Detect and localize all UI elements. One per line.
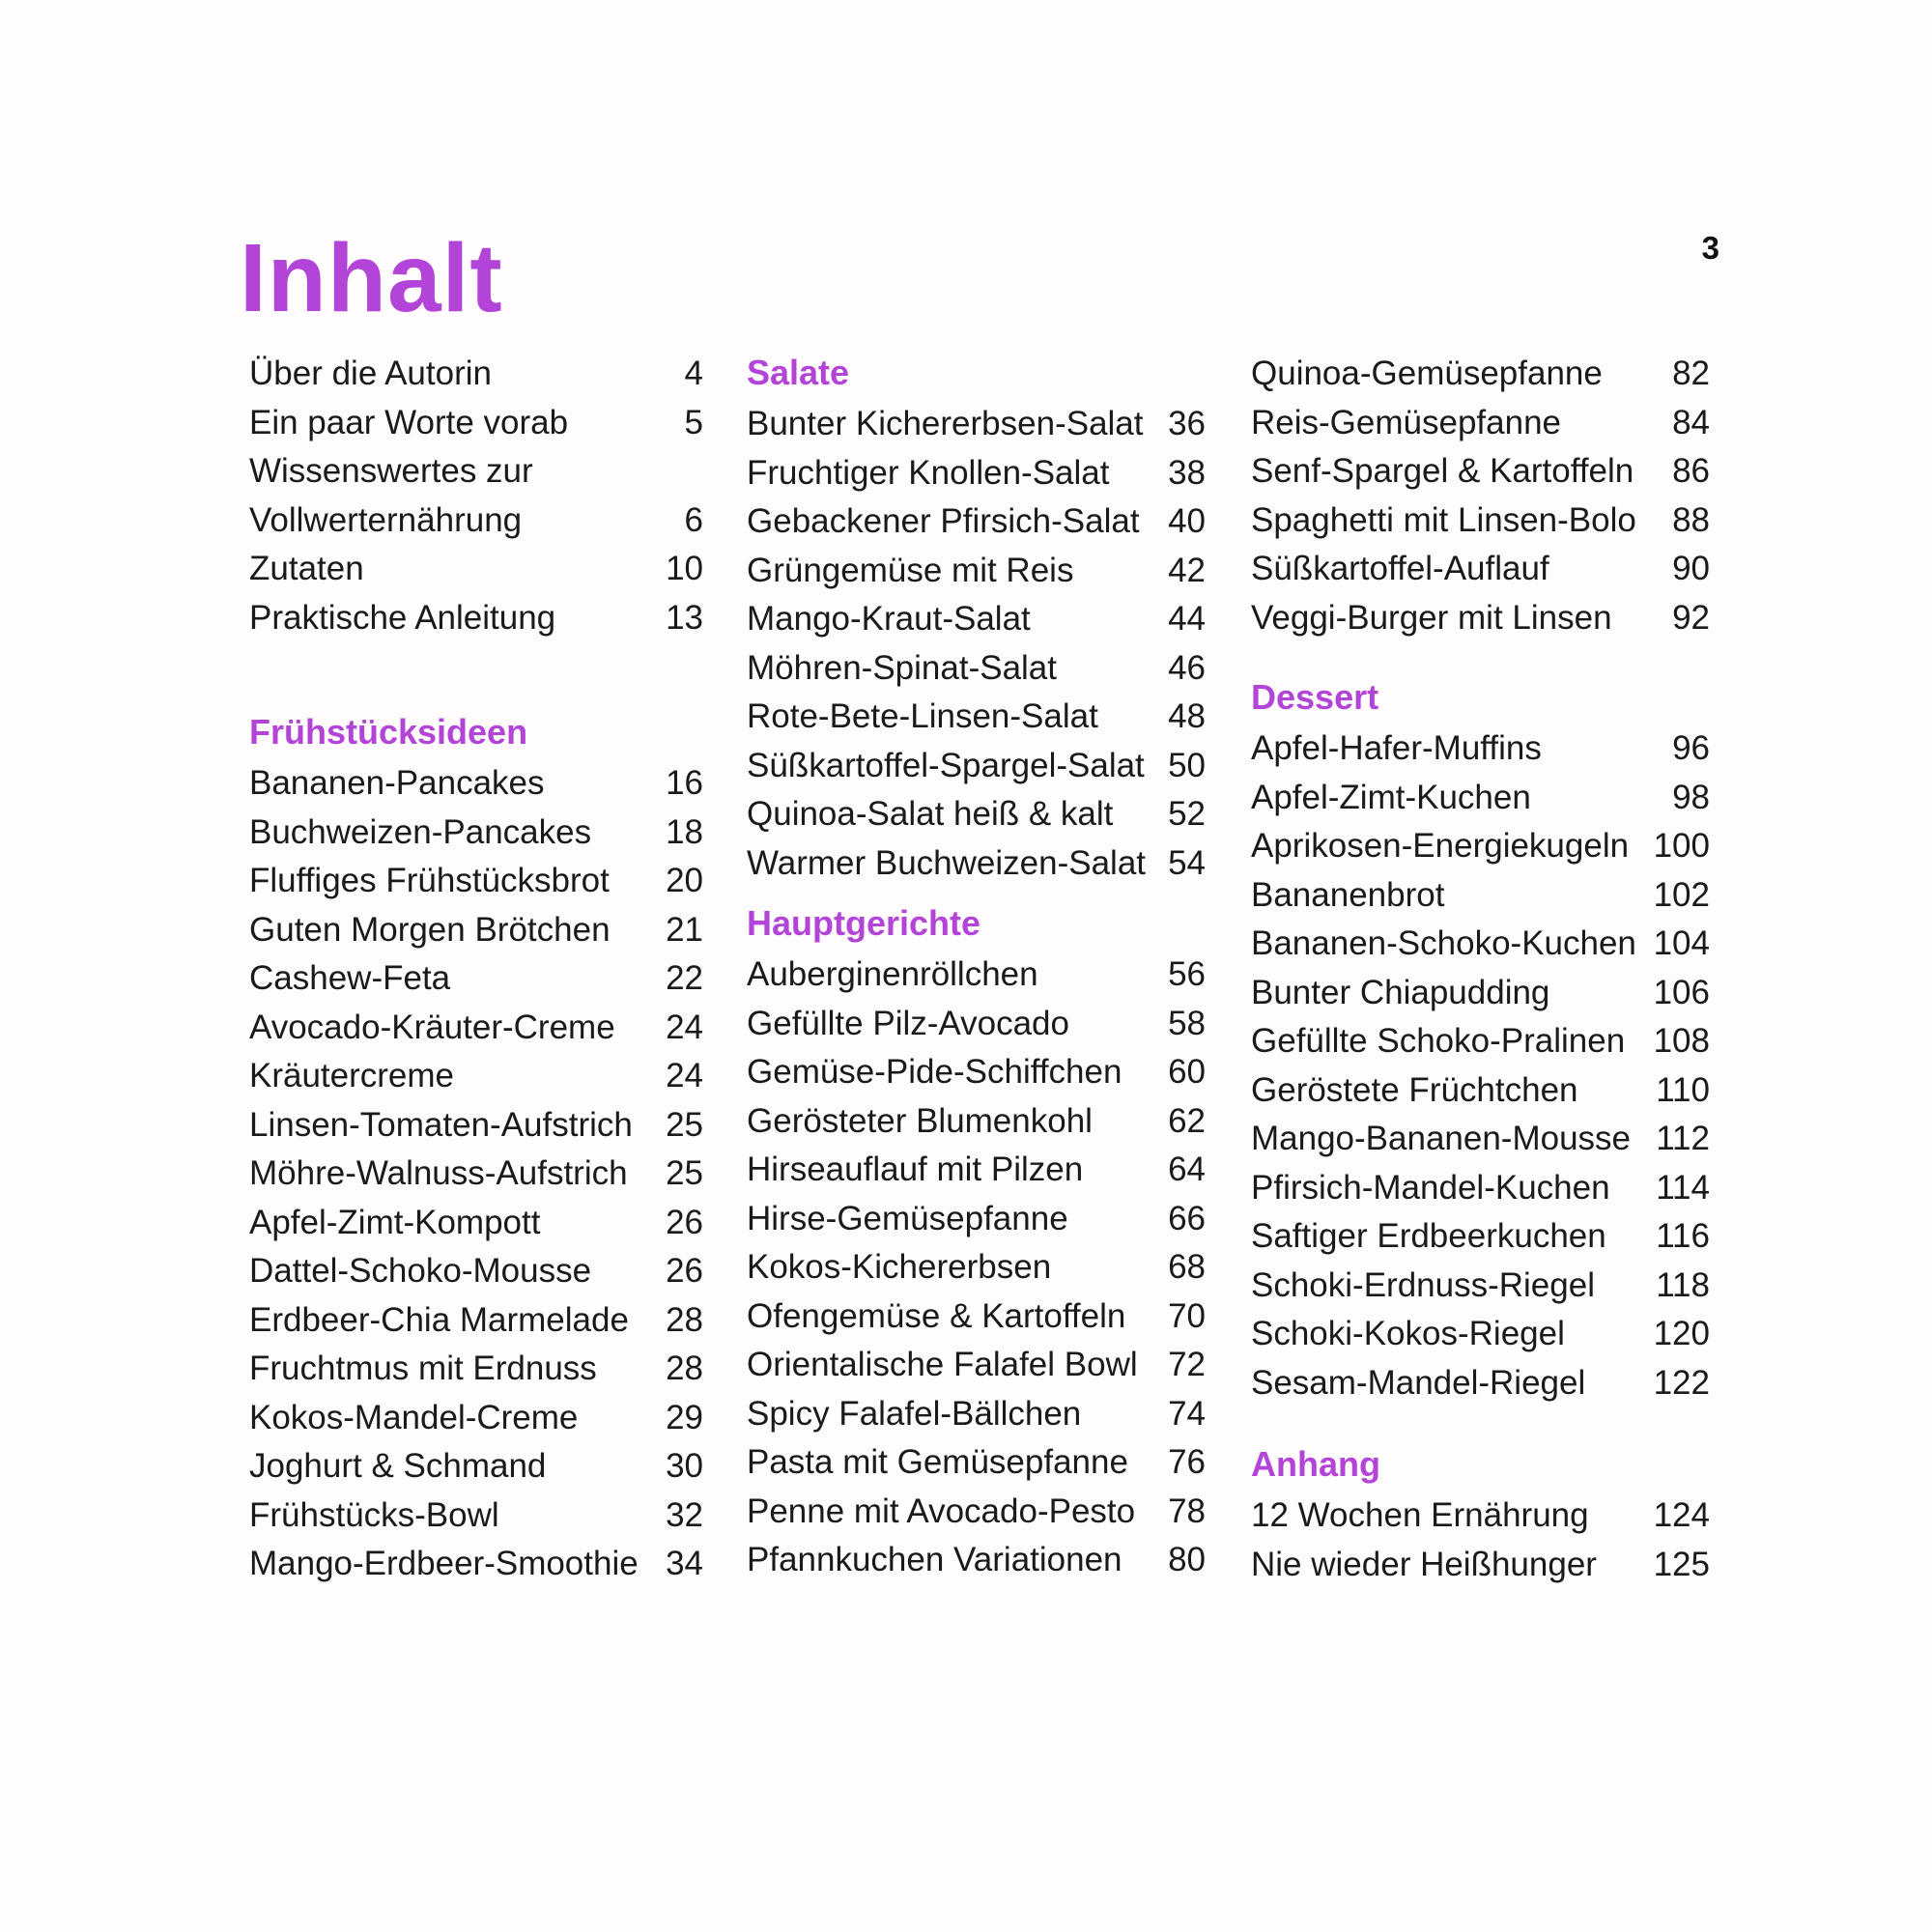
toc-entry-page: 48 xyxy=(1168,697,1206,735)
toc-entry-page: 40 xyxy=(1168,502,1206,540)
toc-entry-page: 68 xyxy=(1168,1248,1206,1286)
toc-entry-title-line1: Wissenswertes zur xyxy=(249,452,533,490)
toc-entry[interactable] xyxy=(747,1293,1206,1342)
toc-entry-title: Ofengemüse & Kartoffeln xyxy=(747,1296,1126,1335)
toc-entry-title: Reis-Gemüsepfanne xyxy=(1251,403,1561,441)
toc-entry-title: Gefüllte Schoko-Pralinen xyxy=(1251,1022,1626,1060)
toc-entry-title: Bananen-Pancakes xyxy=(249,764,545,802)
toc-entry-title: Nie wieder Heißhunger xyxy=(1251,1545,1597,1583)
toc-section-hauptgerichte xyxy=(747,896,1206,1585)
toc-section-dessert xyxy=(1251,670,1710,1407)
toc-entry[interactable] xyxy=(249,1442,703,1492)
toc-entry-page: 46 xyxy=(1168,648,1206,687)
toc-entry[interactable] xyxy=(249,857,703,906)
toc-entry[interactable] xyxy=(1251,1115,1710,1164)
toc-entry-title: Apfel-Zimt-Kompott xyxy=(249,1203,541,1241)
page-title: Inhalt xyxy=(240,224,503,332)
toc-entry-title: Bananen-Schoko-Kuchen xyxy=(1251,924,1636,962)
toc-entry[interactable] xyxy=(249,906,703,955)
toc-entry-page: 62 xyxy=(1168,1101,1206,1140)
toc-entry-page: 108 xyxy=(1653,1022,1710,1060)
toc-list xyxy=(1251,724,1710,1407)
toc-entry[interactable] xyxy=(747,693,1206,742)
toc-section-fruehstueck xyxy=(249,705,703,1589)
toc-entry-title: Frühstücks-Bowl xyxy=(249,1495,499,1534)
page-number: 3 xyxy=(1701,230,1719,266)
toc-entry-page: 50 xyxy=(1168,746,1206,784)
toc-entry-page: 100 xyxy=(1653,827,1710,865)
toc-entry-title: Pasta mit Gemüsepfanne xyxy=(747,1443,1128,1481)
toc-entry-page: 110 xyxy=(1656,1070,1710,1109)
toc-entry-title: Gefüllte Pilz-Avocado xyxy=(747,1004,1069,1042)
toc-entry-page: 96 xyxy=(1672,729,1710,767)
toc-entry[interactable] xyxy=(249,1247,703,1296)
toc-list xyxy=(1251,350,1710,642)
toc-entry[interactable] xyxy=(747,1536,1206,1585)
toc-entry[interactable] xyxy=(249,954,703,1004)
toc-entry[interactable] xyxy=(1251,822,1710,871)
toc-entry[interactable] xyxy=(747,400,1206,449)
toc-entry-title: Mango-Kraut-Salat xyxy=(747,600,1031,638)
toc-section-hauptgerichte-cont xyxy=(1251,350,1710,642)
toc-entry-page: 114 xyxy=(1656,1168,1710,1207)
toc-entry-page: 44 xyxy=(1168,600,1206,638)
toc-entry[interactable] xyxy=(1251,545,1710,594)
toc-entry[interactable] xyxy=(249,1296,703,1346)
toc-entry-page: 64 xyxy=(1168,1151,1206,1188)
toc-entry-title: Erdbeer-Chia Marmelade xyxy=(249,1300,629,1339)
toc-entry-title: Praktische Anleitung xyxy=(249,598,556,637)
toc-entry-title: Zutaten xyxy=(249,550,364,587)
toc-entry-title: Gemüse-Pide-Schiffchen xyxy=(747,1053,1122,1091)
toc-entry[interactable] xyxy=(747,1097,1206,1147)
toc-entry-page: 26 xyxy=(666,1203,703,1241)
toc-entry-title: Aprikosen-Energiekugeln xyxy=(1251,827,1630,865)
toc-entry-page: 86 xyxy=(1672,452,1710,490)
toc-entry[interactable] xyxy=(1251,1017,1710,1066)
toc-entry-page: 16 xyxy=(666,764,703,802)
toc-entry-page: 21 xyxy=(666,910,703,949)
toc-entry-page: 92 xyxy=(1672,598,1710,637)
toc-entry-title: Kokos-Kichererbsen xyxy=(747,1248,1052,1286)
toc-entry[interactable] xyxy=(747,1438,1206,1488)
section-heading-salate[interactable]: Salate xyxy=(747,353,850,392)
toc-entry-title: Über die Autorin xyxy=(249,355,492,392)
toc-entry-page: 76 xyxy=(1168,1443,1206,1481)
toc-entry[interactable] xyxy=(1251,350,1710,399)
toc-entry[interactable] xyxy=(1251,774,1710,823)
toc-entry-title: Quinoa-Salat heiß & kalt xyxy=(747,795,1114,833)
toc-entry[interactable] xyxy=(1251,1310,1710,1359)
toc-entry[interactable] xyxy=(1251,1066,1710,1116)
toc-entry-page: 38 xyxy=(1168,453,1206,492)
toc-entry-page: 13 xyxy=(666,598,703,637)
toc-entry-title: Joghurt & Schmand xyxy=(249,1447,547,1485)
toc-entry-page: 28 xyxy=(666,1300,703,1339)
toc-entry-page: 78 xyxy=(1168,1492,1206,1530)
toc-entry[interactable] xyxy=(1251,920,1710,969)
toc-entry-page: 10 xyxy=(666,550,703,587)
toc-entry[interactable] xyxy=(747,951,1206,1000)
toc-entry-title: Rote-Bete-Linsen-Salat xyxy=(747,697,1098,735)
toc-entry[interactable] xyxy=(1251,497,1710,546)
toc-entry[interactable] xyxy=(1251,1492,1710,1541)
toc-entry-page: 120 xyxy=(1653,1315,1710,1352)
toc-entry[interactable] xyxy=(747,1000,1206,1049)
toc-entry-title: Warmer Buchweizen-Salat xyxy=(747,843,1147,882)
toc-entry[interactable] xyxy=(1251,724,1710,774)
toc-entry-title: Auberginenröllchen xyxy=(747,955,1038,993)
toc-section-salate xyxy=(747,346,1206,888)
toc-entry-page: 125 xyxy=(1653,1545,1710,1583)
toc-entry-title: Fruchtmus mit Erdnuss xyxy=(249,1350,597,1387)
toc-list xyxy=(747,951,1206,1585)
toc-entry-page: 60 xyxy=(1168,1053,1206,1091)
toc-entry[interactable] xyxy=(747,1341,1206,1390)
toc-entry-page: 102 xyxy=(1653,875,1710,914)
toc-entry-page: 24 xyxy=(666,1008,703,1046)
toc-entry-title: Gebackener Pfirsich-Salat xyxy=(747,502,1140,540)
toc-entry[interactable] xyxy=(249,759,703,809)
toc-entry[interactable] xyxy=(747,497,1206,547)
toc-entry-title: Süßkartoffel-Auflauf xyxy=(1251,550,1549,587)
toc-entry-title: Fruchtiger Knollen-Salat xyxy=(747,453,1110,492)
toc-entry[interactable] xyxy=(1251,1359,1710,1408)
toc-entry[interactable] xyxy=(747,1390,1206,1439)
toc-entry-title: Kokos-Mandel-Creme xyxy=(249,1398,579,1436)
toc-entry-title: Schoki-Kokos-Riegel xyxy=(1251,1315,1565,1352)
toc-entry-title: Buchweizen-Pancakes xyxy=(249,812,592,851)
toc-entry[interactable] xyxy=(249,1101,703,1151)
toc-entry-title: Linsen-Tomaten-Aufstrich xyxy=(249,1105,633,1144)
toc-entry-page: 30 xyxy=(666,1447,703,1485)
toc-entry[interactable] xyxy=(249,1150,703,1199)
toc-entry-page: 84 xyxy=(1672,403,1710,441)
toc-entry[interactable] xyxy=(747,1146,1206,1195)
toc-entry-title: Guten Morgen Brötchen xyxy=(249,910,611,949)
toc-entry-title: Pfirsich-Mandel-Kuchen xyxy=(1251,1168,1610,1207)
toc-entry-title: Gerösteter Blumenkohl xyxy=(747,1101,1093,1140)
toc-intro-list xyxy=(249,350,703,642)
toc-entry-page: 29 xyxy=(666,1398,703,1436)
toc-list xyxy=(747,400,1206,888)
toc-entry-page: 32 xyxy=(666,1495,703,1534)
toc-entry-page: 122 xyxy=(1653,1363,1710,1402)
toc-entry-page: 20 xyxy=(666,862,703,899)
toc-entry[interactable] xyxy=(249,1492,703,1541)
toc-list xyxy=(1251,1492,1710,1589)
toc-entry[interactable] xyxy=(747,1195,1206,1244)
toc-entry[interactable] xyxy=(747,449,1206,498)
toc-entry-page: 18 xyxy=(666,812,703,851)
toc-entry-page: 112 xyxy=(1656,1120,1710,1157)
toc-entry-page: 36 xyxy=(1168,405,1206,442)
toc-entry-title: Apfel-Hafer-Muffins xyxy=(1251,729,1542,767)
toc-entry-title: Avocado-Kräuter-Creme xyxy=(249,1008,615,1046)
toc-entry-title: Spaghetti mit Linsen-Bolo xyxy=(1251,500,1636,539)
toc-entry-title: Süßkartoffel-Spargel-Salat xyxy=(747,746,1145,784)
toc-entry-title: Schoki-Erdnuss-Riegel xyxy=(1251,1265,1595,1304)
toc-entry-page: 104 xyxy=(1653,924,1710,962)
toc-entry[interactable] xyxy=(1251,1164,1710,1213)
toc-entry-page: 54 xyxy=(1168,843,1206,882)
toc-entry-title: Mango-Bananen-Mousse xyxy=(1251,1120,1632,1157)
toc-entry-page: 34 xyxy=(666,1545,703,1582)
toc-entry-title-line2: Vollwerternährung xyxy=(249,500,523,539)
toc-entry-page: 74 xyxy=(1168,1394,1206,1433)
toc-entry-title: Bunter Chiapudding xyxy=(1251,973,1550,1011)
toc-entry-title: 12 Wochen Ernährung xyxy=(1251,1496,1589,1534)
section-heading-anhang[interactable]: Anhang xyxy=(1251,1444,1380,1484)
toc-entry-title: Bananenbrot xyxy=(1251,875,1445,914)
toc-entry-page: 80 xyxy=(1168,1541,1206,1578)
toc-entry[interactable] xyxy=(747,1243,1206,1293)
toc-entry[interactable] xyxy=(249,1345,703,1394)
toc-entry[interactable] xyxy=(249,1394,703,1443)
toc-entry-title: Hirse-Gemüsepfanne xyxy=(747,1199,1068,1237)
toc-entry-page: 106 xyxy=(1653,973,1710,1011)
toc-entry[interactable] xyxy=(249,447,703,545)
toc-entry-title: Kräutercreme xyxy=(249,1057,455,1094)
toc-entry[interactable] xyxy=(1251,447,1710,497)
toc-entry-page: 124 xyxy=(1653,1496,1710,1534)
toc-entry-page: 42 xyxy=(1168,551,1206,589)
toc-entry-page: 56 xyxy=(1168,955,1206,993)
toc-entry-title-line2-row xyxy=(249,497,703,546)
toc-entry-title: Grüngemüse mit Reis xyxy=(747,551,1074,589)
toc-entry-title: Pfannkuchen Variationen xyxy=(747,1541,1122,1578)
toc-entry-page: 82 xyxy=(1672,355,1710,392)
toc-entry[interactable] xyxy=(1251,1262,1710,1311)
section-heading-fruehstueck[interactable]: Frühstücksideen xyxy=(249,712,528,752)
toc-entry[interactable] xyxy=(249,399,703,448)
toc-entry-page: 4 xyxy=(684,355,703,392)
toc-entry-title: Penne mit Avocado-Pesto xyxy=(747,1492,1136,1530)
toc-entry[interactable] xyxy=(1251,871,1710,921)
toc-entry[interactable] xyxy=(249,809,703,858)
toc-entry-page: 25 xyxy=(666,1154,703,1192)
toc-entry[interactable] xyxy=(747,839,1206,889)
toc-entry-title: Möhren-Spinat-Salat xyxy=(747,648,1057,687)
toc-entry-page: 58 xyxy=(1168,1004,1206,1042)
toc-entry-page: 66 xyxy=(1168,1199,1206,1237)
toc-entry-page: 90 xyxy=(1672,550,1710,587)
toc-entry[interactable] xyxy=(747,1488,1206,1537)
toc-entry[interactable] xyxy=(747,595,1206,644)
toc-entry-title: Senf-Spargel & Kartoffeln xyxy=(1251,452,1634,490)
toc-entry-page: 25 xyxy=(666,1105,703,1144)
toc-entry-title: Bunter Kichererbsen-Salat xyxy=(747,405,1144,442)
toc-entry[interactable] xyxy=(249,545,703,594)
toc-entry-page: 26 xyxy=(666,1252,703,1290)
toc-entry[interactable] xyxy=(1251,594,1710,643)
toc-entry[interactable] xyxy=(1251,399,1710,448)
toc-section-anhang xyxy=(1251,1437,1710,1589)
toc-entry-title: Sesam-Mandel-Riegel xyxy=(1251,1363,1586,1402)
toc-entry-page: 118 xyxy=(1656,1265,1710,1304)
toc-entry-page: 22 xyxy=(666,959,703,997)
toc-entry[interactable] xyxy=(747,790,1206,839)
toc-entry-page: 88 xyxy=(1672,500,1710,539)
toc-entry[interactable] xyxy=(1251,1212,1710,1262)
toc-entry-title: Geröstete Früchtchen xyxy=(1251,1070,1578,1109)
toc-entry[interactable] xyxy=(747,742,1206,791)
toc-entry-title: Apfel-Zimt-Kuchen xyxy=(1251,778,1531,816)
toc-entry-title: Orientalische Falafel Bowl xyxy=(747,1346,1138,1383)
toc-entry[interactable] xyxy=(747,1048,1206,1097)
toc-entry[interactable] xyxy=(249,1540,703,1589)
toc-entry-title: Spicy Falafel-Bällchen xyxy=(747,1394,1082,1433)
toc-entry-title: Quinoa-Gemüsepfanne xyxy=(1251,355,1603,392)
toc-entry[interactable] xyxy=(249,350,703,399)
toc-entry-title: Dattel-Schoko-Mousse xyxy=(249,1252,592,1290)
toc-entry-page: 6 xyxy=(684,500,703,539)
toc-entry[interactable] xyxy=(1251,1541,1710,1590)
toc-entry-page: 28 xyxy=(666,1350,703,1387)
toc-entry[interactable] xyxy=(1251,969,1710,1018)
toc-entry-page: 116 xyxy=(1656,1217,1710,1255)
toc-entry-title: Hirseauflauf mit Pilzen xyxy=(747,1151,1084,1188)
toc-entry-page: 24 xyxy=(666,1057,703,1094)
toc-entry-page: 52 xyxy=(1168,795,1206,833)
toc-entry[interactable] xyxy=(747,644,1206,694)
toc-entry-page: 5 xyxy=(684,403,703,441)
toc-entry-title: Möhre-Walnuss-Aufstrich xyxy=(249,1154,628,1192)
toc-entry[interactable] xyxy=(249,1199,703,1248)
toc-list xyxy=(249,759,703,1589)
toc-entry[interactable] xyxy=(249,1004,703,1053)
toc-entry-title: Fluffiges Frühstücksbrot xyxy=(249,862,610,899)
toc-entry-page: 70 xyxy=(1168,1296,1206,1335)
toc-entry[interactable] xyxy=(249,1052,703,1101)
toc-entry-title: Cashew-Feta xyxy=(249,959,451,997)
toc-entry-title: Mango-Erdbeer-Smoothie xyxy=(249,1545,639,1582)
toc-entry-page: 98 xyxy=(1672,778,1710,816)
toc-entry-title: Veggi-Burger mit Linsen xyxy=(1251,598,1612,637)
section-heading-hauptgerichte[interactable]: Hauptgerichte xyxy=(747,903,981,943)
toc-entry[interactable] xyxy=(249,594,703,643)
toc-entry[interactable] xyxy=(747,547,1206,596)
toc-entry-page: 72 xyxy=(1168,1346,1206,1383)
section-heading-dessert[interactable]: Dessert xyxy=(1251,677,1379,717)
toc-entry-title: Ein paar Worte vorab xyxy=(249,403,569,441)
toc-entry-title: Saftiger Erdbeerkuchen xyxy=(1251,1217,1606,1255)
